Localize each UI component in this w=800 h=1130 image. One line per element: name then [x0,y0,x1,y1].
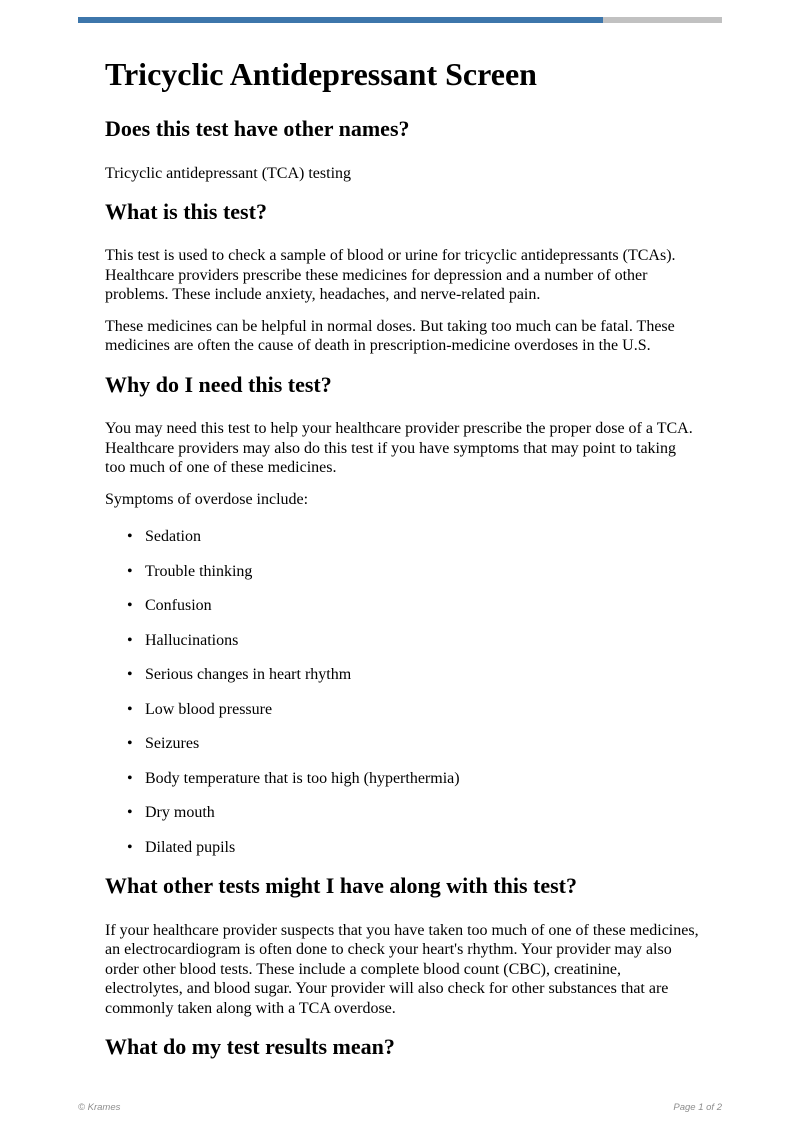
list-item: • Low blood pressure [105,700,700,720]
top-rule-blue-segment [78,17,603,23]
top-rule-gray-segment [603,17,722,23]
paragraph: If your healthcare provider suspects that you have taken too much of one of these medicines, an electrocardiogram is often done to check your heart's rhythm. Your provider may also order other blood tests. These include a complete blood count (CBC), creatinine, electrolytes, and blood sugar. Your provider will also check for other substances that are commonly taken along with a TCA overdose. [105,921,699,1017]
list-item: • Seizures [105,734,700,754]
list-item: • Dilated pupils [105,838,700,858]
section-heading-what-is-test: What is this test? [105,199,267,225]
paragraph: You may need this test to help your healthcare provider prescribe the proper dose of a TCA. Healthcare providers may also do this test if you have symptoms that may point to taking too much of one of these medicines. [105,420,693,477]
page-number-label: Page 1 of 2 [673,1102,722,1113]
list-item: • Confusion [105,596,700,616]
section-heading-why-need-test: Why do I need this test? [105,371,332,397]
list-item: • Dry mouth [105,803,700,823]
symptom-list [105,527,700,857]
list-item: • Sedation [105,527,700,547]
list-item: • Trouble thinking [105,562,700,582]
paragraph: These medicines can be helpful in normal doses. But taking too much can be fatal. These medicines are often the cause of death in prescription-medicine overdoses in the U.S. [105,317,675,355]
copyright-label: © Krames [78,1102,121,1113]
section-heading-other-names: Does this test have other names? [105,116,410,142]
paragraph: Symptoms of overdose include: [105,490,309,508]
list-item: • Hallucinations [105,631,700,651]
footer-meta-row [78,1102,722,1113]
list-item: • Body temperature that is too high (hyperthermia) [105,769,700,789]
page-footer [78,1094,722,1113]
footer-horizontal-rule [78,1094,722,1099]
document-content [105,57,700,1082]
top-horizontal-rule [78,17,722,23]
paragraph: This test is used to check a sample of blood or urine for tricyclic antidepressants (TCAs). Healthcare providers prescribe these medicines for depression and a number of other problems. These include anxiety, headaches, and nerve-related pain. [105,247,676,304]
document-title: Tricyclic Antidepressant Screen [105,56,537,92]
paragraph: Tricyclic antidepressant (TCA) testing [105,164,352,182]
section-heading-other-tests: What other tests might I have along with this test? [105,873,577,899]
list-item: • Serious changes in heart rhythm [105,665,700,685]
section-heading-results-mean: What do my test results mean? [105,1034,395,1060]
